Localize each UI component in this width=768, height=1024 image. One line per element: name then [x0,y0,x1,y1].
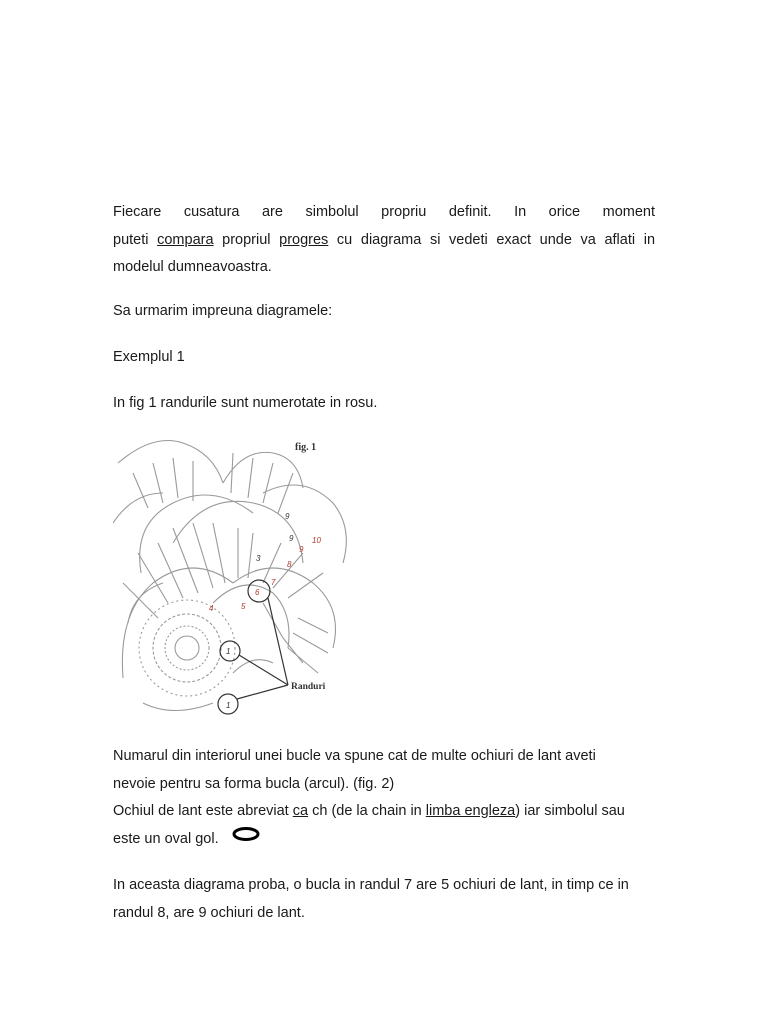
paragraph-line: modelul dumneavoastra. [113,259,272,275]
diagram-lines [113,441,346,711]
link-compara[interactable]: compara [157,231,214,248]
row-number: 10 [312,536,321,545]
text-span: propriul [213,231,280,248]
paragraph-line: randul 8, are 9 ochiuri de lant. [113,904,305,921]
link-progres[interactable]: progres [279,231,329,248]
paragraph-line: Fiecare cusatura are simbolul propriu definit. In orice moment [113,204,655,220]
paragraph-line: Numarul din interiorul unei bucle va spune cat de multe ochiuri de lant aveti [113,748,596,764]
link-limba-engleza[interactable]: limba engleza [425,803,516,819]
figure-title: fig. 1 [295,442,317,453]
paragraph-line: In aceasta diagrama proba, o bucla in randul 7 are 5 ochiuri de lant, in timp ce in [113,877,629,893]
paragraph-stitch-symbols [113,199,655,282]
row-number: 1 [226,647,231,656]
text-span: puteti [113,231,158,248]
row-number: 6 [255,588,260,597]
paragraph-red-rows: In fig 1 randurile sunt numerotate in rosu. [113,395,378,411]
paragraph-intro-diagrams: Sa urmarim impreuna diagramele: [113,303,333,319]
pointer-lines [237,598,288,699]
text-span: Ochiul de lant este abreviat [113,803,293,819]
row-number: 5 [241,602,246,611]
text-span: ch (de la chain in [308,803,426,819]
row-number: 3 [256,554,261,563]
row-number: 9 [289,534,294,543]
paragraph-chain-stitch [113,798,655,853]
text-span: cu diagrama si vedeti exact unde va aflati in [328,231,656,248]
row-number: 7 [271,578,276,587]
paragraph-line: nevoie pentru sa forma bucla (arcul). (fig. 2) [113,775,395,792]
paragraph-sample-diagram [113,872,655,927]
row-number: 9 [299,545,304,554]
example-heading: Exemplul 1 [113,349,185,365]
figure-label-randuri: Randuri [291,682,326,692]
row-number: 1 [226,701,231,710]
crochet-diagram-figure [113,433,363,723]
row-number: 8 [287,560,292,569]
row-number: 4 [209,604,214,613]
paragraph-loop-number [113,743,655,798]
paragraph-line: este un oval gol. [113,830,219,847]
row-number: 9 [285,512,290,521]
paragraph-line [113,227,655,255]
chain-stitch-oval-icon [232,826,260,842]
paragraph-line [113,798,655,826]
link-ca[interactable]: ca [292,803,309,819]
text-span: ) iar simbolul sau [515,803,625,819]
